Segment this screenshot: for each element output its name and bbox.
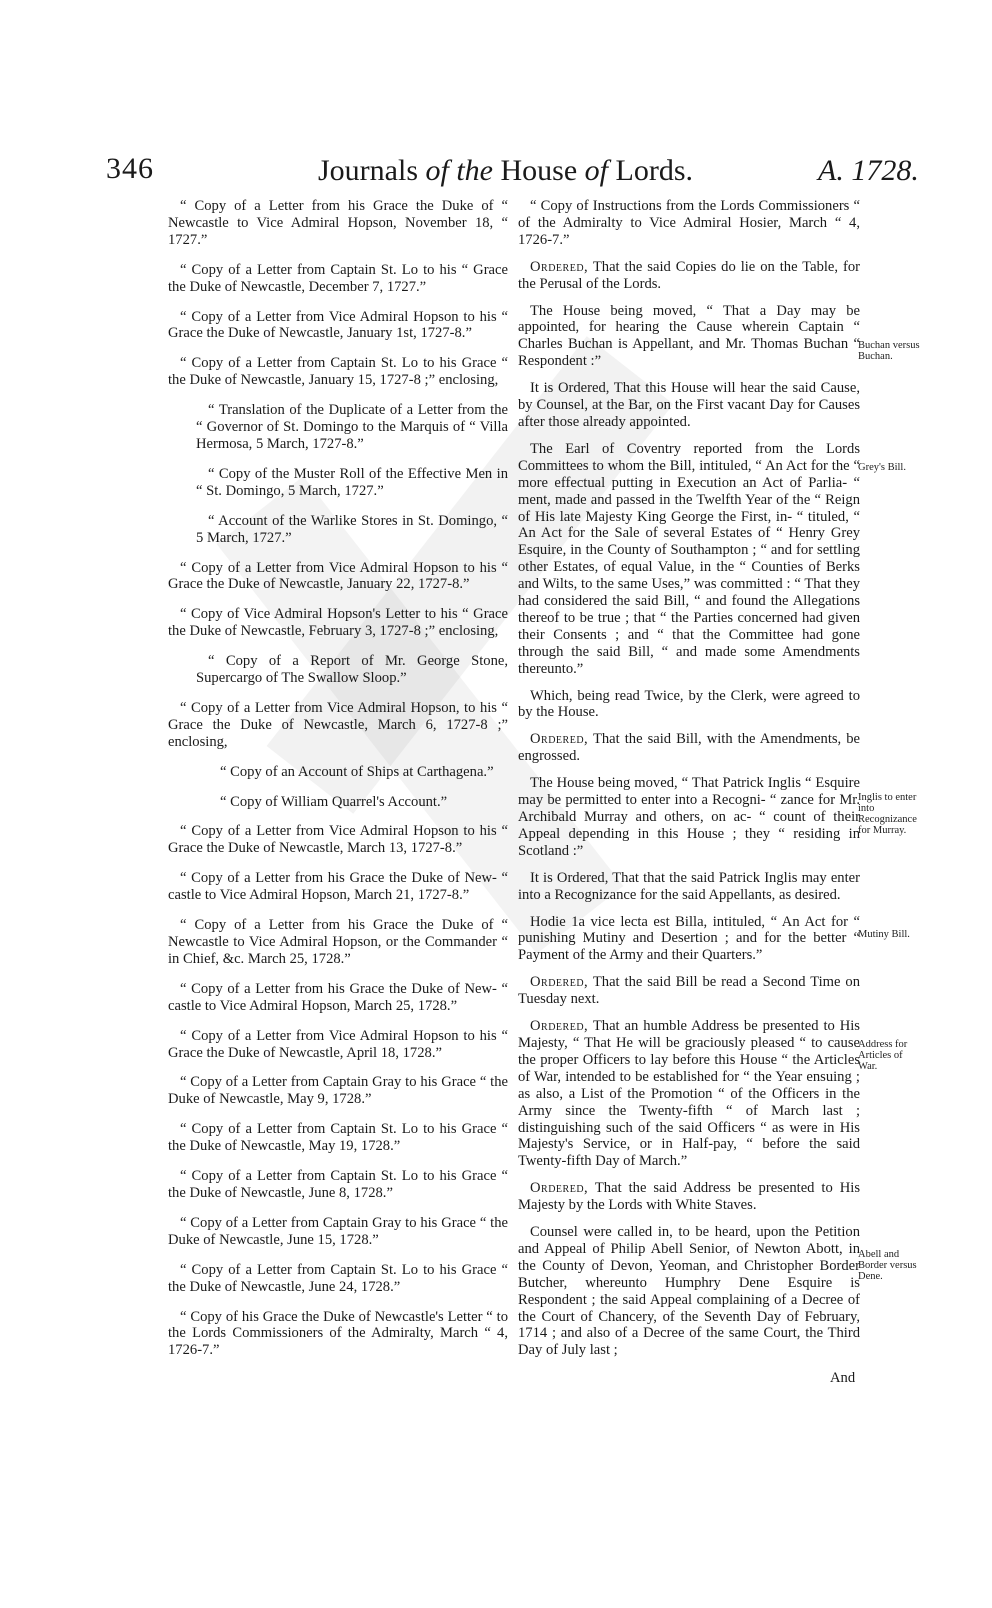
margin-note: Inglis to enter into Recognizance for Murray. — [858, 792, 917, 836]
list-item: “ Copy of a Letter from Captain Gray to his Grace “ the Duke of Newcastle, May 9, 1728.” — [168, 1074, 508, 1108]
title-part: Lords. — [615, 154, 693, 187]
ordered-lead: Ordered, — [530, 974, 589, 991]
paragraph-text: That an humble Address be presented to His Majesty, “ That He will be graciously pleased “ to cause the proper Officers to lay before this House “ the Articles of War, intended to be established for “ the Year ensuing ; as also, a List of the Promotion “ of the Officers in the Army since the Twenty-fifth “ of March last ; distinguishing such of the said Officers “ as were in His Majesty's Service, or in Half-pay, “ before the said Twenty-fifth Day of March.” — [518, 1018, 860, 1170]
paragraph-text: It is Ordered, That that the said Patrick Inglis may enter into a Recognizance for the said Appellants, as desired. — [518, 869, 860, 903]
margin-note: Address for Articles of War. — [858, 1039, 908, 1072]
list-item: “ Copy of a Letter from his Grace the Duke of “ Newcastle to Vice Admiral Hopson, or the Commander “ in Chief, &c. March 25, 1728.” — [168, 917, 508, 967]
list-item: “ Copy of a Letter from Captain St. Lo to his Grace “ the Duke of Newcastle, June 24, 1728.” — [168, 1261, 508, 1295]
paragraph-text: The Earl of Coventry reported from the Lords Committees to whom the Bill, intituled, “ An Act for the “ more effectual putting in Execution an Act of Parlia- “ ment, made and passed in the Twelfth Year of the “ Reign of His late Majesty King George the First, in- “ tituled, “ An Act for the Sale of several Estates of “ Henry Grey Esquire, in the County of Southampton ; “ and for settling other Estates, of equal Value, in the “ Counties of Berks and Wilts, to the same Uses,” was committed : “ That they had considered the said Bill, “ and found the Allegations thereof to be true ; that “ the Parties concerned had given their Consents ; and “ that the Committee had gone through the said Bill, “ and made some Amendments thereunto.” — [518, 440, 860, 677]
list-item: “ Copy of Vice Admiral Hopson's Letter to his “ Grace the Duke of Newcastle, February 3, 1727-8 ;” enclosing, — [168, 606, 508, 640]
list-item: “ Copy of William Quarrel's Account.” — [220, 793, 448, 810]
catchword: And — [830, 1370, 856, 1386]
list-item: “ Copy of a Letter from Captain St. Lo to his Grace “ the Duke of Newcastle, May 19, 1728.” — [168, 1121, 508, 1155]
title-part: Journals — [318, 154, 418, 187]
title-part: House — [500, 154, 578, 187]
ordered-lead: Ordered, — [530, 1180, 589, 1197]
margin-note: Buchan versus Buchan. — [858, 340, 920, 362]
ordered-lead: Ordered, — [530, 731, 589, 748]
ordered-lead: Ordered, — [530, 1018, 589, 1035]
right-column — [518, 198, 860, 1369]
paragraph — [518, 914, 860, 965]
paragraph — [518, 1018, 860, 1170]
paragraph — [518, 870, 860, 904]
paragraph-text: That the said Bill be read a Second Time on Tuesday next. — [518, 974, 860, 1008]
paragraph — [518, 1224, 860, 1359]
list-item: “ Copy of the Muster Roll of the Effective Men in “ St. Domingo, 5 March, 1727.” — [196, 465, 508, 499]
paragraph — [518, 688, 860, 722]
left-column — [168, 198, 508, 1372]
list-item: “ Copy of a Letter from Vice Admiral Hopson to his “ Grace the Duke of Newcastle, April 18, 1728.” — [168, 1027, 508, 1061]
year-heading: A. 1728. — [818, 154, 919, 187]
list-item: “ Translation of the Duplicate of a Letter from the “ Governor of St. Domingo to the Marquis of “ Villa Hermosa, 5 March, 1727-8.” — [196, 402, 508, 452]
paragraph — [518, 380, 860, 431]
list-item: “ Copy of a Report of Mr. George Stone, Supercargo of The Swallow Sloop.” — [196, 653, 508, 687]
page-number: 346 — [106, 152, 154, 185]
paragraph — [518, 441, 860, 678]
paragraph-text: Which, being read Twice, by the Clerk, were agreed to by the House. — [518, 687, 860, 721]
title-part: of the — [425, 154, 493, 187]
margin-note: Grey's Bill. — [858, 462, 906, 473]
paragraph-text: “ Copy of Instructions from the Lords Commissioners “ of the Admiralty to Vice Admiral Hosier, March “ 4, 1726-7.” — [518, 198, 860, 248]
list-item: “ Copy of a Letter from his Grace the Duke of New- “ castle to Vice Admiral Hopson, March 25, 1728.” — [168, 980, 508, 1014]
paragraph — [518, 731, 860, 765]
list-item: “ Copy of a Letter from Captain Gray to his Grace “ the Duke of Newcastle, June 15, 1728.” — [168, 1214, 508, 1248]
list-item: “ Copy of a Letter from Vice Admiral Hopson to his “ Grace the Duke of Newcastle, January 1st, 1727-8.” — [168, 308, 508, 342]
paragraph — [518, 259, 860, 293]
paragraph — [518, 775, 860, 860]
paragraph-text: Hodie 1a vice lecta est Billa, intituled, “ An Act for “ punishing Mutiny and Desertion ; and for the better “ Payment of the Army and their Quarters.” — [518, 913, 860, 964]
paragraph — [518, 1180, 860, 1214]
paragraph-text: The House being moved, “ That a Day may be appointed, for hearing the Cause wherein Captain “ Charles Buchan is Appellant, and Mr. Thomas Buchan “ Respondent :” — [518, 302, 860, 370]
paragraph — [518, 198, 860, 249]
list-item: “ Copy of a Letter from Captain St. Lo to his Grace “ the Duke of Newcastle, January 15, 1727-8 ;” enclosing, — [168, 355, 508, 389]
list-item: “ Copy of an Account of Ships at Carthagena.” — [220, 763, 494, 780]
list-item: “ Copy of a Letter from Vice Admiral Hopson to his “ Grace the Duke of Newcastle, January 22, 1727-8.” — [168, 559, 508, 593]
paragraph — [518, 303, 860, 371]
list-item: “ Copy of a Letter from his Grace the Duke of “ Newcastle to Vice Admiral Hopson, November 18, “ 1727.” — [168, 198, 508, 248]
margin-note: Mutiny Bill. — [858, 929, 910, 940]
list-item: “ Copy of a Letter from Captain St. Lo to his Grace “ the Duke of Newcastle, June 8, 1728.” — [168, 1168, 508, 1201]
running-title — [318, 154, 693, 188]
list-item: “ Copy of his Grace the Duke of Newcastle's Letter “ to the Lords Commissioners of the Admiralty, March “ 4, 1726-7.” — [168, 1308, 508, 1359]
running-header — [0, 140, 992, 190]
paragraph-text: That the said Copies do lie on the Table, for the Perusal of the Lords. — [518, 258, 860, 292]
list-item: “ Copy of a Letter from his Grace the Duke of New- “ castle to Vice Admiral Hopson, March 21, 1727-8.” — [168, 870, 508, 904]
title-part: of — [584, 154, 608, 187]
margin-note: Abell and Border versus Dene. — [858, 1249, 917, 1282]
ordered-lead: Ordered, — [530, 258, 589, 275]
list-item: “ Copy of a Letter from Vice Admiral Hopson to his “ Grace the Duke of Newcastle, March 13, 1727-8.” — [168, 823, 508, 857]
paragraph — [518, 974, 860, 1008]
paragraph-text: It is Ordered, That this House will hear the said Cause, by Counsel, at the Bar, on the First vacant Day for Causes after those already appointed. — [518, 380, 860, 430]
list-item: “ Account of the Warlike Stores in St. Domingo, “ 5 March, 1727.” — [196, 512, 508, 546]
list-item: “ Copy of a Letter from Vice Admiral Hopson, to his “ Grace the Duke of Newcastle, March 6, 1727-8 ;” enclosing, — [168, 699, 508, 750]
paragraph-text: The House being moved, “ That Patrick Inglis “ Esquire may be permitted to enter into a Recogni- “ zance for Mr. Archibald Murray and others, on ac- “ count of their Appeal depending in this House ; they “ residing in Scotland :” — [518, 775, 860, 859]
paragraph-text: That the said Bill, with the Amendments, be engrossed. — [518, 731, 860, 765]
list-item: “ Copy of a Letter from Captain St. Lo to his “ Grace the Duke of Newcastle, December 7, 1727.” — [168, 261, 508, 295]
paragraph-text: Counsel were called in, to be heard, upon the Petition and Appeal of Philip Abell Senior, of Newton Abott, in the County of Devon, Yeoman, and Christopher Border Butcher, whereunto Humphry Dene Esquire is Respondent ; the said Appeal complaining of a Decree of the Court of Chancery, of the Seventh Day of February, 1714 ; and also of a Decree of the same Court, the Third Day of July last ; — [518, 1224, 860, 1359]
paragraph-text: That the said Address be presented to His Majesty by the Lords with White Staves. — [518, 1180, 860, 1214]
